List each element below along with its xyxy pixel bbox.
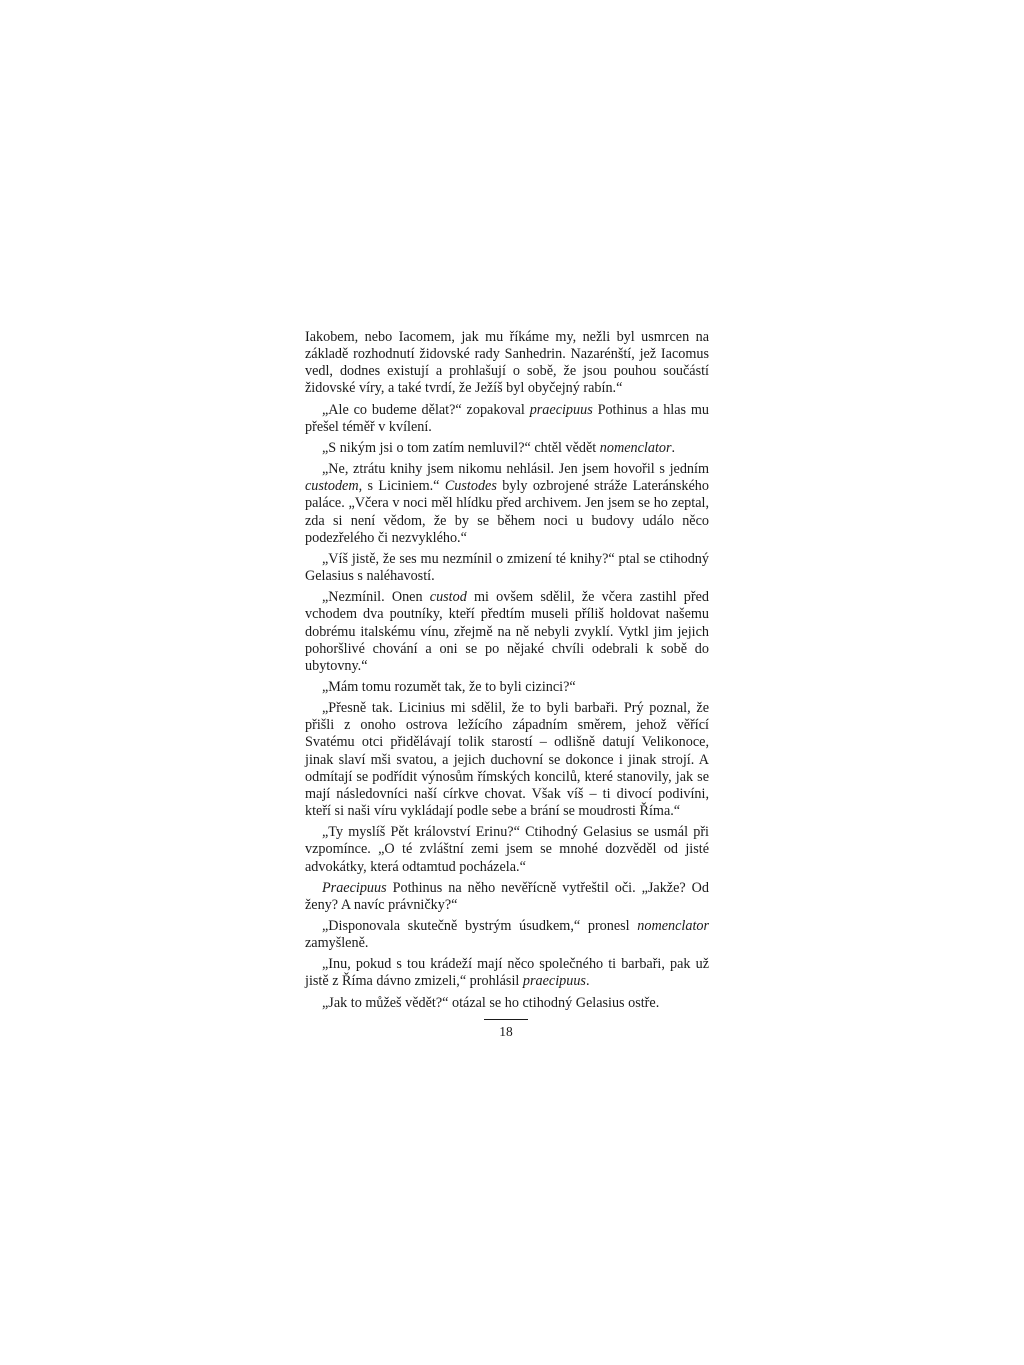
page-number: 18 xyxy=(499,1024,513,1039)
paragraph xyxy=(305,402,709,436)
text-run: „S nikým jsi o tom zatím nemluvil?“ chtěl vědět xyxy=(322,439,600,456)
paragraph xyxy=(305,440,709,457)
italic-term: Praecipuus xyxy=(322,879,387,896)
italic-term: praecipuus xyxy=(529,401,593,418)
text-run: . xyxy=(671,439,676,456)
text-run: . xyxy=(585,973,590,990)
paragraph xyxy=(305,918,709,952)
paragraph xyxy=(305,551,709,585)
text-run: Iakobem, nebo Iacomem, jak mu říkáme my, nežli byl usmrcen na základě rozhodnutí židovské rady Sanhedrin. Nazarénští, jež Iacomus vedl, dodnes existují a prohlašují o sobě, že jsou pouhou součástí židovské víry, a také tvrdí, že Ježíš byl obyčejný rabín.“ xyxy=(305,329,709,397)
italic-term: Custodes xyxy=(444,478,497,495)
text-run: „Mám tomu rozumět tak, že to byli cizinci?“ xyxy=(322,678,576,695)
text-run: Pothinus na něho nevěřícně vytřeštil oči. „Jakže? Od ženy? A navíc právničky?“ xyxy=(305,879,709,913)
paragraph xyxy=(305,329,709,398)
text-run: „Ne, ztrátu knihy jsem nikomu nehlásil. Jen jsem hovořil s jedním xyxy=(322,461,709,478)
paragraph xyxy=(305,461,709,547)
text-run: mi ovšem sdělil, že včera zastihl před vchodem dva poutníky, kteří předtím museli příliš holdovat našemu dobrému italskému vínu, zřejmě na ně nebyli zvyklí. Vytkl jim jejich pohoršlivé chování a oni se po nějaké chvíli odebrali k sobě do ubytovny.“ xyxy=(305,589,709,674)
italic-term: nomenclator xyxy=(599,439,672,456)
text-run: „Inu, pokud s tou krádeží mají něco společného ti barbaři, pak už jistě z Říma dávno zmizeli,“ prohlásil xyxy=(305,956,709,990)
text-run: „Nezmínil. Onen xyxy=(322,589,430,606)
text-run: „Ale co budeme dělat?“ zopakoval xyxy=(322,401,530,418)
italic-term: custod xyxy=(429,589,467,606)
paragraph xyxy=(305,700,709,820)
paragraph xyxy=(305,824,709,875)
text-run: Pothinus a hlas mu přešel téměř v kvílení. xyxy=(305,401,709,435)
body-text xyxy=(305,329,709,1012)
italic-term: praecipuus xyxy=(522,973,586,990)
paragraph xyxy=(305,956,709,990)
paragraph xyxy=(305,995,709,1012)
paragraph xyxy=(305,679,709,696)
text-run: , s Liciniem.“ xyxy=(358,478,445,495)
text-run: „Víš jistě, že ses mu nezmínil o zmizení té knihy?“ ptal se ctihodný Gelasius s naléhavostí. xyxy=(305,550,709,585)
paragraph xyxy=(305,589,709,675)
italic-term: nomenclator xyxy=(637,918,709,934)
italic-term: custodem xyxy=(305,478,359,495)
text-run: „Disponovala skutečně bystrým úsudkem,“ pronesl xyxy=(322,918,638,934)
text-run: „Jak to můžeš vědět?“ otázal se ho ctihodný Gelasius ostře. xyxy=(322,994,660,1011)
text-run: zamyšleně. xyxy=(305,935,369,952)
paragraph xyxy=(305,880,709,914)
page-number-rule xyxy=(484,1019,528,1020)
text-run: „Ty myslíš Pět království Erinu?“ Ctihodný Gelasius se usmál při vzpomínce. „O té zvláštní zemi jsem se mnohé dozvěděl od jisté advokátky, která odtamtud pocházela.“ xyxy=(305,824,709,875)
text-run: „Přesně tak. Licinius mi sdělil, že to byli barbaři. Prý poznal, že přišli z onoho ostrova ležícího západním směrem, jehož věřící Svatému otci přidělávají tolik starostí – odlišně datují Velikonoce, jinak slaví mši svatou, a jejich duchovní se dokonce i jinak strojí. A odmítají se podřídit výnosům římských koncilů, které stanovily, jak se mají následovníci naší církve chovat. Však víš – ti divocí podivíni, kteří si naši víru vykládají podle sebe a brání se moudrosti Říma.“ xyxy=(305,700,709,820)
text-run: byly ozbrojené stráže Lateránského paláce. „Včera v noci měl hlídku před archivem. Jen jsem se ho zeptal, zda si není vědom, že by se během noci u budovy událo něco podezřelého či nezvyklého.“ xyxy=(305,478,709,546)
